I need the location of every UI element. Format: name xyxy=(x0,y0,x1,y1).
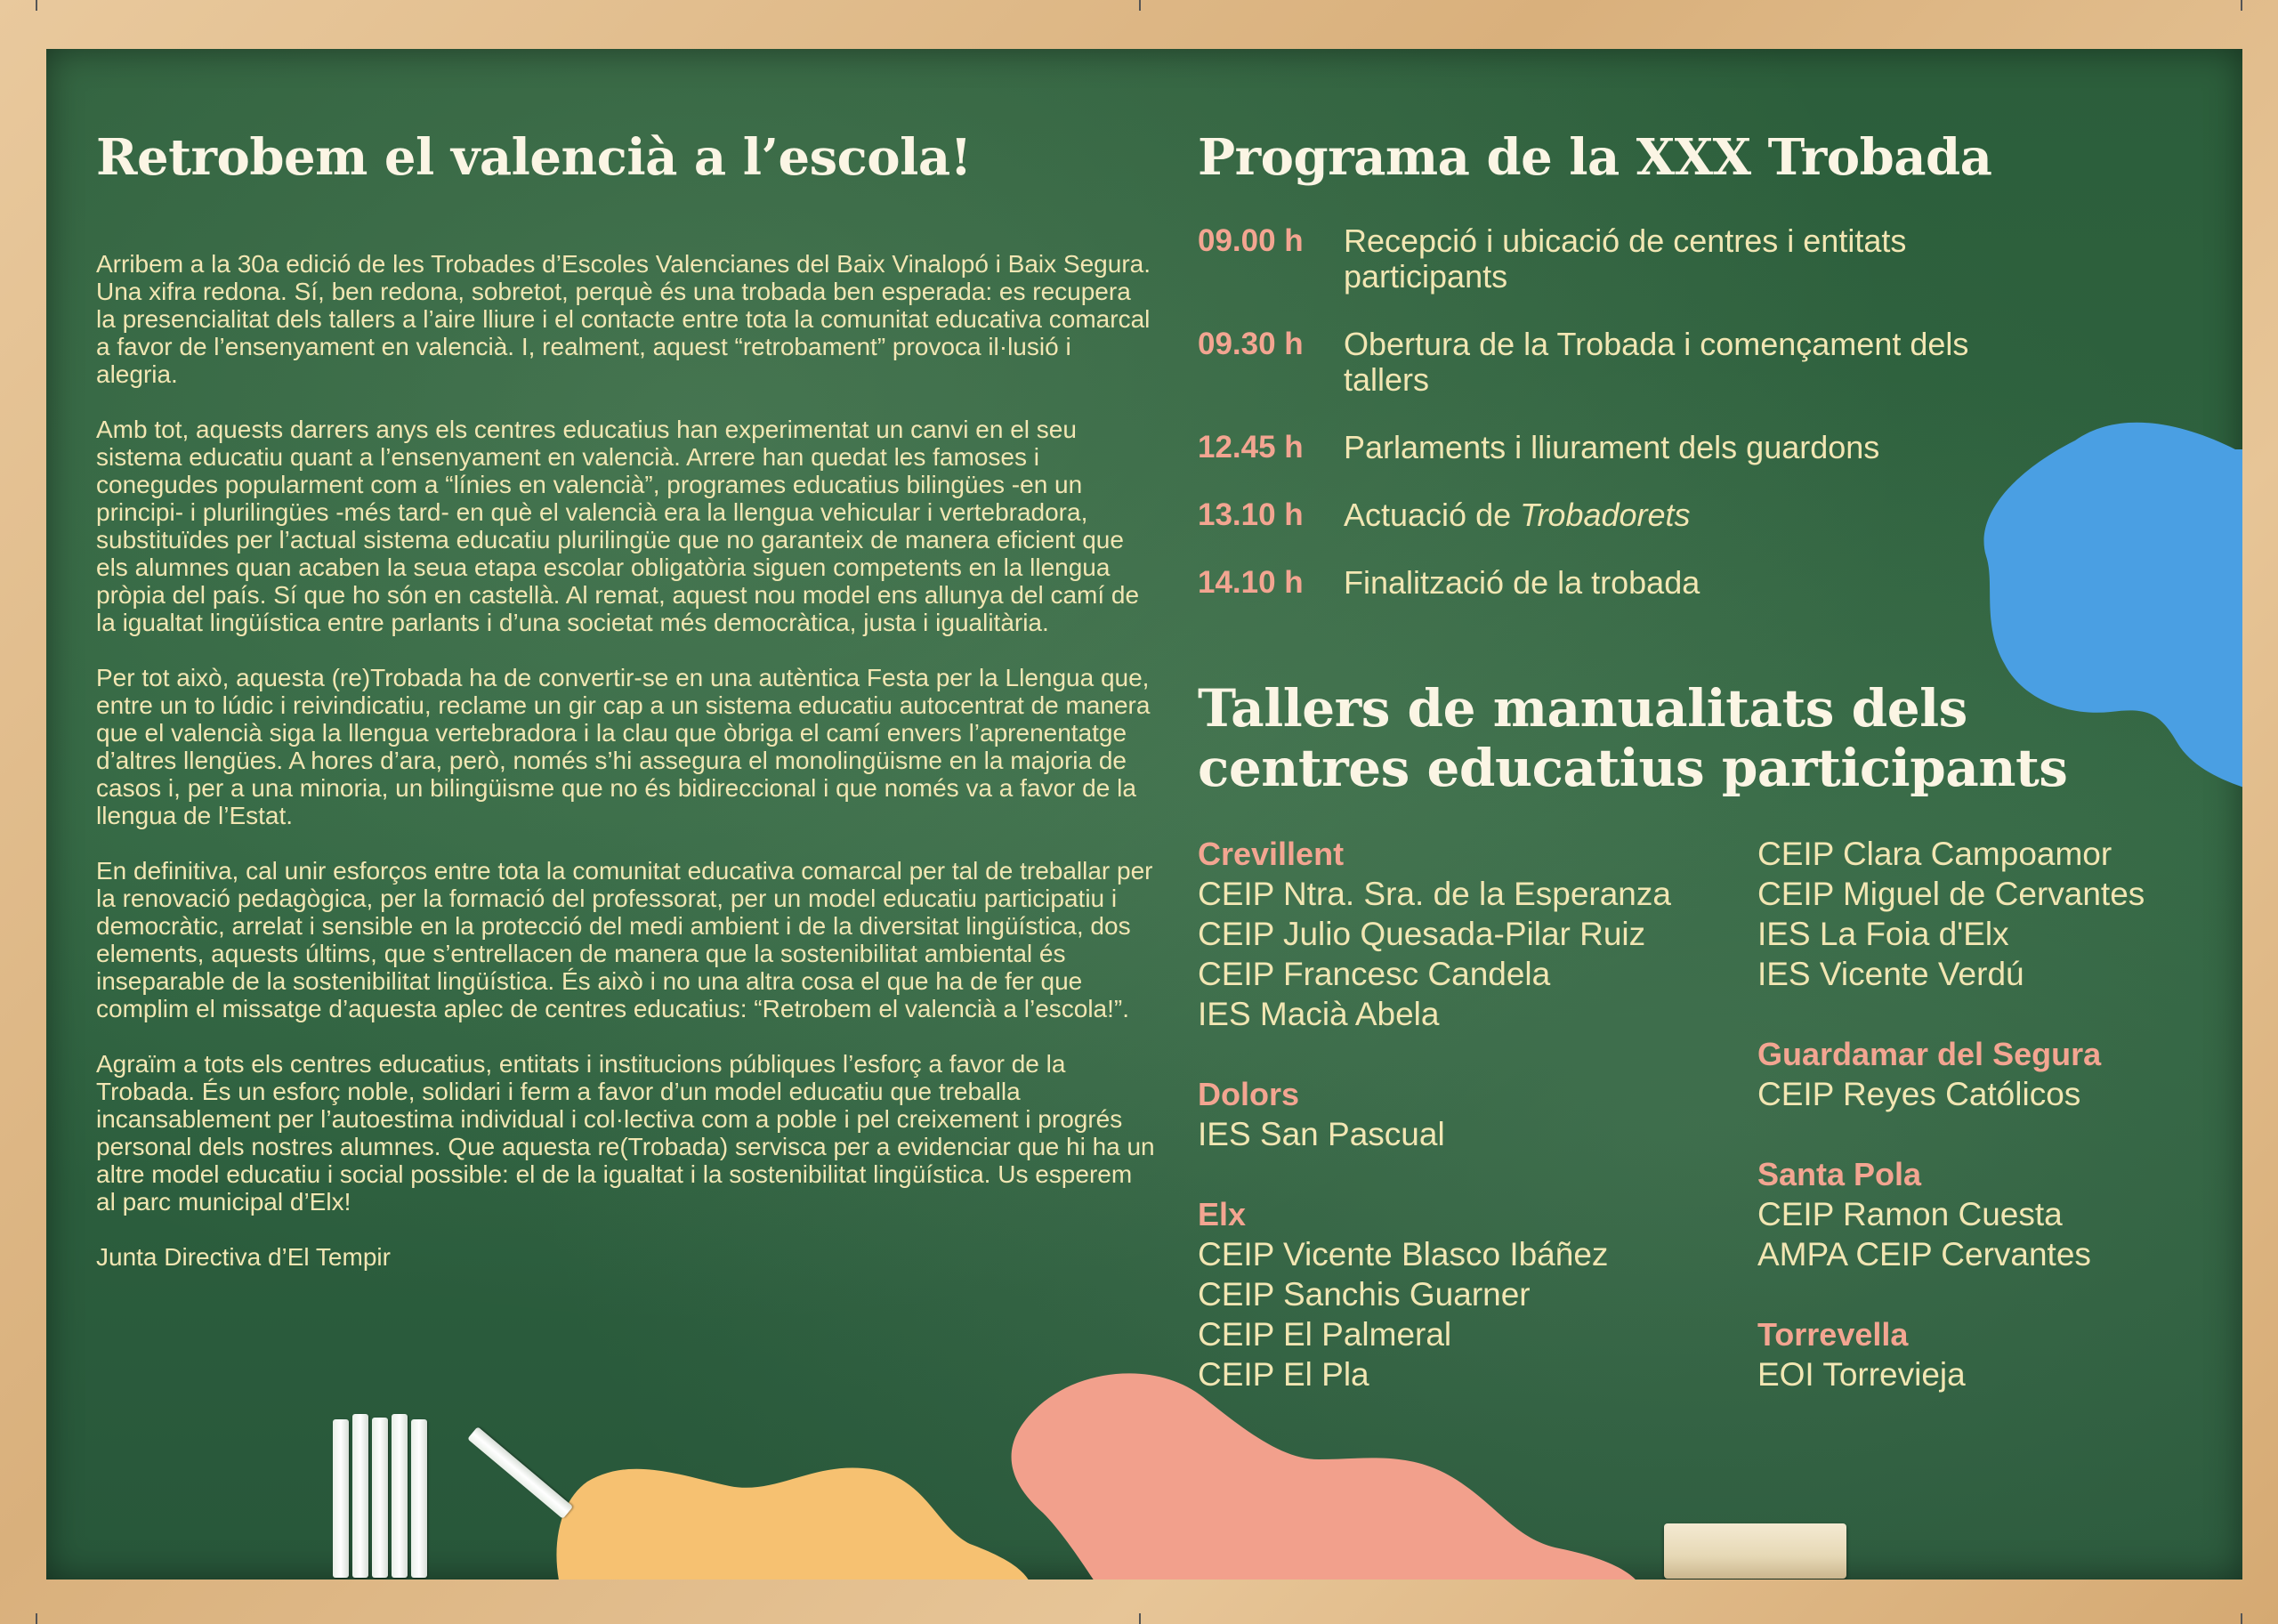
school-name: CEIP Miguel de Cervantes xyxy=(1757,875,2145,912)
school-name: IES San Pascual xyxy=(1198,1115,1445,1152)
town-group xyxy=(1198,1194,1757,1394)
crop-mark-bottom-left xyxy=(36,1613,37,1624)
schools-column-2 xyxy=(1757,834,2212,1434)
program-time: 09.00 h xyxy=(1198,223,1304,259)
program-activity-prefix: Actuació de xyxy=(1344,497,1521,534)
school-name: EOI Torrevieja xyxy=(1757,1355,1966,1393)
school-name: IES Vicente Verdú xyxy=(1757,955,2024,992)
school-name: IES La Foia d'Elx xyxy=(1757,915,2009,952)
town-group xyxy=(1757,1154,2212,1274)
intro-paragraph-5: Agraïm a tots els centres educatius, entitats i institucions públiques l’esforç a favor de la Trobada. És un esforç noble, solidari i ferm a favor d’un model educatiu que treballa incansablement per l’autoestima individual i col·lectiva com a poble i pel creixement i progrés personal dels nostres alumnes. Que aquesta re(Trobada) servisca per a evidenciar que hi ha un altre model educatiu i social possible: el de la igualtat i la sostenibilitat lingüística. Us esperem al parc municipal d’Elx! xyxy=(96,1050,1155,1216)
program-column xyxy=(1198,76,2212,1434)
chalk-stick-3 xyxy=(372,1418,388,1578)
chalk-stick-2 xyxy=(352,1414,368,1578)
program-time: 14.10 h xyxy=(1198,565,1304,601)
school-name: CEIP Francesc Candela xyxy=(1198,955,1551,992)
intro-title: Retrobem el valencià a l’escola! xyxy=(96,128,972,187)
town-name: Elx xyxy=(1198,1195,1247,1232)
town-name: Santa Pola xyxy=(1757,1155,1922,1192)
program-time: 12.45 h xyxy=(1198,430,1304,465)
orange-blob-decoration xyxy=(552,1446,1032,1580)
crop-mark-top-center xyxy=(1139,0,1141,11)
town-name: Torrevella xyxy=(1757,1315,1909,1353)
school-name: AMPA CEIP Cervantes xyxy=(1757,1235,2091,1273)
schools-list xyxy=(1198,834,2212,1434)
program-item xyxy=(1198,497,2212,533)
crop-mark-top-right xyxy=(2241,0,2242,11)
intro-paragraph-2: Amb tot, aquests darrers anys els centres educatius han experimentat un canvi en el seu sistema educatiu quant a l’ensenyament en valencià. Arrere han quedat les famoses i conegudes popularment com a “línies en valencià”, programes educatius bilingües -en un principi- i plurilingües -més tard- en què el valencià era la llengua vehicular i vertebradora, substituïdes per l’actual sistema educatiu plurilingüe que no garanteix de manera eficient que els alumnes quan acaben la seua etapa escolar obligatòria siguen competents en la llengua pròpia del país. Sí que ho són en castellà. Al remat, aquest nou model ens allunya del camí de la igualtat lingüística entre parlants i d’una societat més democràtica, justa i igualitària. xyxy=(96,416,1140,637)
program-activity xyxy=(1344,497,2020,533)
school-name: CEIP Ramon Cuesta xyxy=(1757,1195,2063,1232)
workshops-title xyxy=(1198,679,2212,797)
school-name: IES Macià Abela xyxy=(1198,995,1440,1032)
intro-paragraph-3: Per tot això, aquesta (re)Trobada ha de convertir-se en una autèntica Festa per la Llengua que, entre un to lúdic i reivindicatiu, reclame un gir cap a un sistema educatiu autocentrat de manera que el valencià siga la llengua vertebradora i la clau que òbriga el camí envers l’aprenentatge d’altres llengües. A hores d’ara, però, només s’hi assegura el monolingüisme en la majoria de casos i, per a una minoria, un bilingüisme que no és bidireccional i que només va a favor de la llengua de l’Estat. xyxy=(96,664,1151,830)
board-eraser xyxy=(1664,1523,1846,1579)
workshops-title-line-2: centres educatius participants xyxy=(1198,738,2068,799)
schools-column-1 xyxy=(1198,834,1757,1434)
program-item xyxy=(1198,430,2212,465)
school-name: CEIP Ntra. Sra. de la Esperanza xyxy=(1198,875,1671,912)
program-list xyxy=(1198,223,2212,601)
chalk-stick-5 xyxy=(411,1419,427,1578)
workshops-title-line-1: Tallers de manualitats dels xyxy=(1198,678,1967,739)
town-name: Crevillent xyxy=(1198,835,1345,872)
school-name: CEIP Reyes Católicos xyxy=(1757,1075,2081,1112)
intro-text xyxy=(96,250,1155,1271)
chalk-stick-1 xyxy=(333,1419,349,1578)
program-item xyxy=(1198,327,2212,398)
town-group xyxy=(1757,1034,2212,1114)
program-item xyxy=(1198,223,2212,295)
program-activity: Obertura de la Trobada i començament dels tallers xyxy=(1344,326,1969,399)
intro-column xyxy=(87,76,1155,1298)
town-group xyxy=(1198,1074,1757,1154)
program-activity: Parlaments i lliurament dels guardons xyxy=(1344,429,1880,466)
school-name: CEIP Sanchis Guarner xyxy=(1198,1275,1531,1313)
program-activity: Recepció i ubicació de centres i entitats participants xyxy=(1344,222,1907,295)
school-name: CEIP Julio Quesada-Pilar Ruiz xyxy=(1198,915,1646,952)
town-name: Guardamar del Segura xyxy=(1757,1035,2102,1072)
school-name: CEIP Vicente Blasco Ibáñez xyxy=(1198,1235,1609,1273)
crop-mark-bottom-right xyxy=(2241,1613,2242,1624)
town-group xyxy=(1198,834,1757,1034)
chalk-stick-4 xyxy=(392,1414,408,1578)
town-name: Dolors xyxy=(1198,1075,1300,1112)
school-name: CEIP El Palmeral xyxy=(1198,1315,1452,1353)
intro-paragraph-4: En definitiva, cal unir esforços entre tota la comunitat educativa comarcal per tal de treballar per la renovació pedagògica, per la formació del professorat, per un model educatiu participatiu i democràtic, arrelat i sensible en la protecció del medi ambient i de la diversitat lingüística, dos elements, aquests últims, que s’entrellacen de manera que la sostenibilitat ambiental és inseparable de la sostenibilitat lingüística. És això i no una altra cosa el que ha de fer que complim el missatge d’aquesta aplec de centres educatius: “Retrobem el valencià a l’escola!”. xyxy=(96,857,1153,1023)
chalkboard xyxy=(46,49,2242,1580)
program-activity: Finalització de la trobada xyxy=(1344,564,1700,602)
town-group-continued xyxy=(1757,834,2212,994)
town-group xyxy=(1757,1314,2212,1394)
program-item xyxy=(1198,565,2212,601)
intro-paragraph-1: Arribem a la 30a edició de les Trobades d’Escoles Valencianes del Baix Vinalopó i Baix Segura. Una xifra redona. Sí, ben redona, sobretot, perquè és una trobada ben esperada: es recupera la presencialitat dels tallers a l’aire lliure i el contacte entre tota la comunitat educativa comarcal a favor de l’ensenyament en valencià. I, realment, aquest “retrobament” provoca il·lusió i alegria. xyxy=(96,250,1151,389)
program-activity-emphasis: Trobadorets xyxy=(1520,497,1691,534)
school-name: CEIP El Pla xyxy=(1198,1355,1369,1393)
program-title: Programa de la XXX Trobada xyxy=(1198,128,1992,187)
signature: Junta Directiva d’El Tempir xyxy=(96,1243,391,1272)
program-time: 09.30 h xyxy=(1198,327,1304,362)
crop-mark-top-left xyxy=(36,0,37,11)
school-name: CEIP Clara Campoamor xyxy=(1757,835,2112,872)
crop-mark-bottom-center xyxy=(1139,1613,1141,1624)
program-time: 13.10 h xyxy=(1198,497,1304,533)
